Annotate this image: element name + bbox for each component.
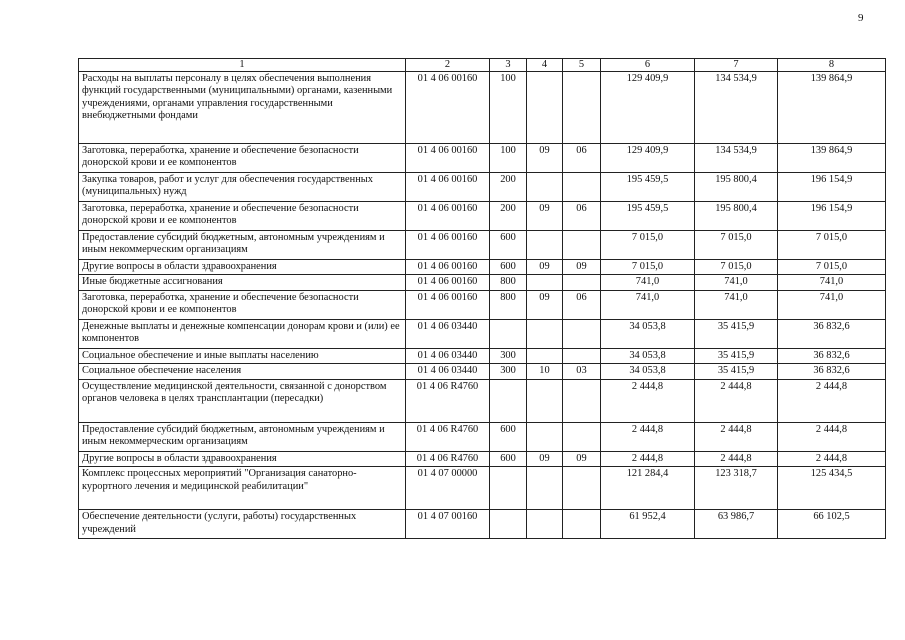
row-name: Заготовка, переработка, хранение и обеспечение безопасности донорской крови и ее компонентов <box>79 144 406 173</box>
table-row <box>79 275 886 290</box>
subsection-code <box>563 319 601 348</box>
row-name: Комплекс процессных мероприятий "Организация санаторно-курортного лечения и медицинской реабилитации" <box>79 467 406 510</box>
subsection-code: 03 <box>563 364 601 379</box>
budget-table <box>78 58 886 539</box>
amount-year-2: 2 444,8 <box>695 451 778 466</box>
amount-year-1: 7 015,0 <box>601 231 695 260</box>
column-header: 2 <box>406 59 490 72</box>
column-header: 5 <box>563 59 601 72</box>
amount-year-3: 125 434,5 <box>778 467 886 510</box>
amount-year-1: 121 284,4 <box>601 467 695 510</box>
amount-year-3: 139 864,9 <box>778 144 886 173</box>
table-row <box>79 319 886 348</box>
amount-year-1: 129 409,9 <box>601 144 695 173</box>
amount-year-3: 2 444,8 <box>778 379 886 422</box>
amount-year-3: 2 444,8 <box>778 451 886 466</box>
section-code <box>527 231 563 260</box>
amount-year-1: 2 444,8 <box>601 451 695 466</box>
column-header: 8 <box>778 59 886 72</box>
target-article-code: 01 4 06 R4760 <box>406 379 490 422</box>
target-article-code: 01 4 06 03440 <box>406 319 490 348</box>
column-header: 6 <box>601 59 695 72</box>
table-row <box>79 467 886 510</box>
subsection-code: 06 <box>563 202 601 231</box>
row-name: Другие вопросы в области здравоохранения <box>79 260 406 275</box>
table-row <box>79 173 886 202</box>
amount-year-2: 35 415,9 <box>695 348 778 363</box>
target-article-code: 01 4 07 00000 <box>406 467 490 510</box>
subsection-code: 09 <box>563 260 601 275</box>
section-code <box>527 173 563 202</box>
table-row <box>79 348 886 363</box>
subsection-code <box>563 231 601 260</box>
row-name: Иные бюджетные ассигнования <box>79 275 406 290</box>
section-code: 09 <box>527 260 563 275</box>
amount-year-1: 34 053,8 <box>601 319 695 348</box>
expense-type-code: 100 <box>490 144 527 173</box>
amount-year-1: 34 053,8 <box>601 348 695 363</box>
column-header: 4 <box>527 59 563 72</box>
expense-type-code: 100 <box>490 72 527 144</box>
amount-year-2: 7 015,0 <box>695 231 778 260</box>
amount-year-2: 741,0 <box>695 290 778 319</box>
column-header: 7 <box>695 59 778 72</box>
section-code <box>527 275 563 290</box>
subsection-code <box>563 173 601 202</box>
section-code: 09 <box>527 451 563 466</box>
section-code <box>527 510 563 539</box>
section-code <box>527 467 563 510</box>
table-row <box>79 379 886 422</box>
column-header: 3 <box>490 59 527 72</box>
target-article-code: 01 4 06 00160 <box>406 231 490 260</box>
target-article-code: 01 4 06 03440 <box>406 348 490 363</box>
header-row <box>79 59 886 72</box>
subsection-code <box>563 422 601 451</box>
table-row <box>79 290 886 319</box>
amount-year-1: 741,0 <box>601 290 695 319</box>
expense-type-code: 800 <box>490 290 527 319</box>
subsection-code: 06 <box>563 290 601 319</box>
amount-year-2: 7 015,0 <box>695 260 778 275</box>
target-article-code: 01 4 06 00160 <box>406 202 490 231</box>
target-article-code: 01 4 06 00160 <box>406 144 490 173</box>
amount-year-3: 36 832,6 <box>778 319 886 348</box>
amount-year-2: 195 800,4 <box>695 173 778 202</box>
section-code <box>527 72 563 144</box>
subsection-code <box>563 72 601 144</box>
section-code: 10 <box>527 364 563 379</box>
row-name: Предоставление субсидий бюджетным, автономным учреждениям и иным некоммерческим организациям <box>79 422 406 451</box>
table-row <box>79 72 886 144</box>
amount-year-1: 2 444,8 <box>601 379 695 422</box>
target-article-code: 01 4 06 00160 <box>406 275 490 290</box>
amount-year-3: 741,0 <box>778 290 886 319</box>
table-row <box>79 260 886 275</box>
amount-year-1: 741,0 <box>601 275 695 290</box>
row-name: Заготовка, переработка, хранение и обеспечение безопасности донорской крови и ее компонентов <box>79 290 406 319</box>
section-code <box>527 348 563 363</box>
amount-year-2: 134 534,9 <box>695 144 778 173</box>
section-code: 09 <box>527 202 563 231</box>
subsection-code: 09 <box>563 451 601 466</box>
table-row <box>79 510 886 539</box>
row-name: Расходы на выплаты персоналу в целях обеспечения выполнения функций государственными (муниципальными) органами, казенными учреждениями, органами управления государственными внебюджетными фондами <box>79 72 406 144</box>
subsection-code <box>563 275 601 290</box>
subsection-code <box>563 510 601 539</box>
table-row <box>79 231 886 260</box>
expense-type-code: 600 <box>490 451 527 466</box>
row-name: Другие вопросы в области здравоохранения <box>79 451 406 466</box>
row-name: Предоставление субсидий бюджетным, автономным учреждениям и иным некоммерческим организациям <box>79 231 406 260</box>
subsection-code <box>563 467 601 510</box>
table-row <box>79 202 886 231</box>
amount-year-3: 196 154,9 <box>778 173 886 202</box>
amount-year-2: 195 800,4 <box>695 202 778 231</box>
row-name: Социальное обеспечение и иные выплаты населению <box>79 348 406 363</box>
target-article-code: 01 4 06 00160 <box>406 72 490 144</box>
section-code <box>527 379 563 422</box>
amount-year-3: 7 015,0 <box>778 231 886 260</box>
amount-year-2: 35 415,9 <box>695 364 778 379</box>
amount-year-3: 36 832,6 <box>778 348 886 363</box>
section-code: 09 <box>527 144 563 173</box>
target-article-code: 01 4 06 03440 <box>406 364 490 379</box>
expense-type-code: 300 <box>490 348 527 363</box>
expense-type-code <box>490 467 527 510</box>
amount-year-2: 123 318,7 <box>695 467 778 510</box>
amount-year-1: 2 444,8 <box>601 422 695 451</box>
amount-year-2: 741,0 <box>695 275 778 290</box>
section-code <box>527 422 563 451</box>
expense-type-code <box>490 510 527 539</box>
section-code: 09 <box>527 290 563 319</box>
subsection-code: 06 <box>563 144 601 173</box>
row-name: Обеспечение деятельности (услуги, работы) государственных учреждений <box>79 510 406 539</box>
amount-year-2: 35 415,9 <box>695 319 778 348</box>
amount-year-2: 2 444,8 <box>695 379 778 422</box>
target-article-code: 01 4 06 R4760 <box>406 451 490 466</box>
amount-year-3: 741,0 <box>778 275 886 290</box>
expense-type-code: 600 <box>490 260 527 275</box>
expense-type-code: 600 <box>490 231 527 260</box>
row-name: Заготовка, переработка, хранение и обеспечение безопасности донорской крови и ее компонентов <box>79 202 406 231</box>
amount-year-1: 34 053,8 <box>601 364 695 379</box>
expense-type-code: 200 <box>490 202 527 231</box>
column-header: 1 <box>79 59 406 72</box>
target-article-code: 01 4 06 00160 <box>406 260 490 275</box>
expense-type-code: 800 <box>490 275 527 290</box>
expense-type-code: 600 <box>490 422 527 451</box>
target-article-code: 01 4 07 00160 <box>406 510 490 539</box>
amount-year-3: 36 832,6 <box>778 364 886 379</box>
amount-year-2: 63 986,7 <box>695 510 778 539</box>
target-article-code: 01 4 06 00160 <box>406 290 490 319</box>
expense-type-code <box>490 319 527 348</box>
subsection-code <box>563 348 601 363</box>
amount-year-2: 2 444,8 <box>695 422 778 451</box>
row-name: Социальное обеспечение населения <box>79 364 406 379</box>
amount-year-1: 61 952,4 <box>601 510 695 539</box>
amount-year-1: 195 459,5 <box>601 173 695 202</box>
row-name: Закупка товаров, работ и услуг для обеспечения государственных (муниципальных) нужд <box>79 173 406 202</box>
page-number: 9 <box>858 12 864 24</box>
expense-type-code: 200 <box>490 173 527 202</box>
section-code <box>527 319 563 348</box>
amount-year-3: 7 015,0 <box>778 260 886 275</box>
amount-year-3: 2 444,8 <box>778 422 886 451</box>
subsection-code <box>563 379 601 422</box>
table-row <box>79 451 886 466</box>
amount-year-3: 66 102,5 <box>778 510 886 539</box>
amount-year-3: 139 864,9 <box>778 72 886 144</box>
amount-year-3: 196 154,9 <box>778 202 886 231</box>
amount-year-1: 7 015,0 <box>601 260 695 275</box>
row-name: Осуществление медицинской деятельности, связанной с донорством органов человека в целях трансплантации (пересадки) <box>79 379 406 422</box>
target-article-code: 01 4 06 R4760 <box>406 422 490 451</box>
amount-year-1: 129 409,9 <box>601 72 695 144</box>
amount-year-2: 134 534,9 <box>695 72 778 144</box>
target-article-code: 01 4 06 00160 <box>406 173 490 202</box>
amount-year-1: 195 459,5 <box>601 202 695 231</box>
table-row <box>79 144 886 173</box>
table-row <box>79 422 886 451</box>
row-name: Денежные выплаты и денежные компенсации донорам крови и (или) ее компонентов <box>79 319 406 348</box>
expense-type-code <box>490 379 527 422</box>
expense-type-code: 300 <box>490 364 527 379</box>
table-row <box>79 364 886 379</box>
